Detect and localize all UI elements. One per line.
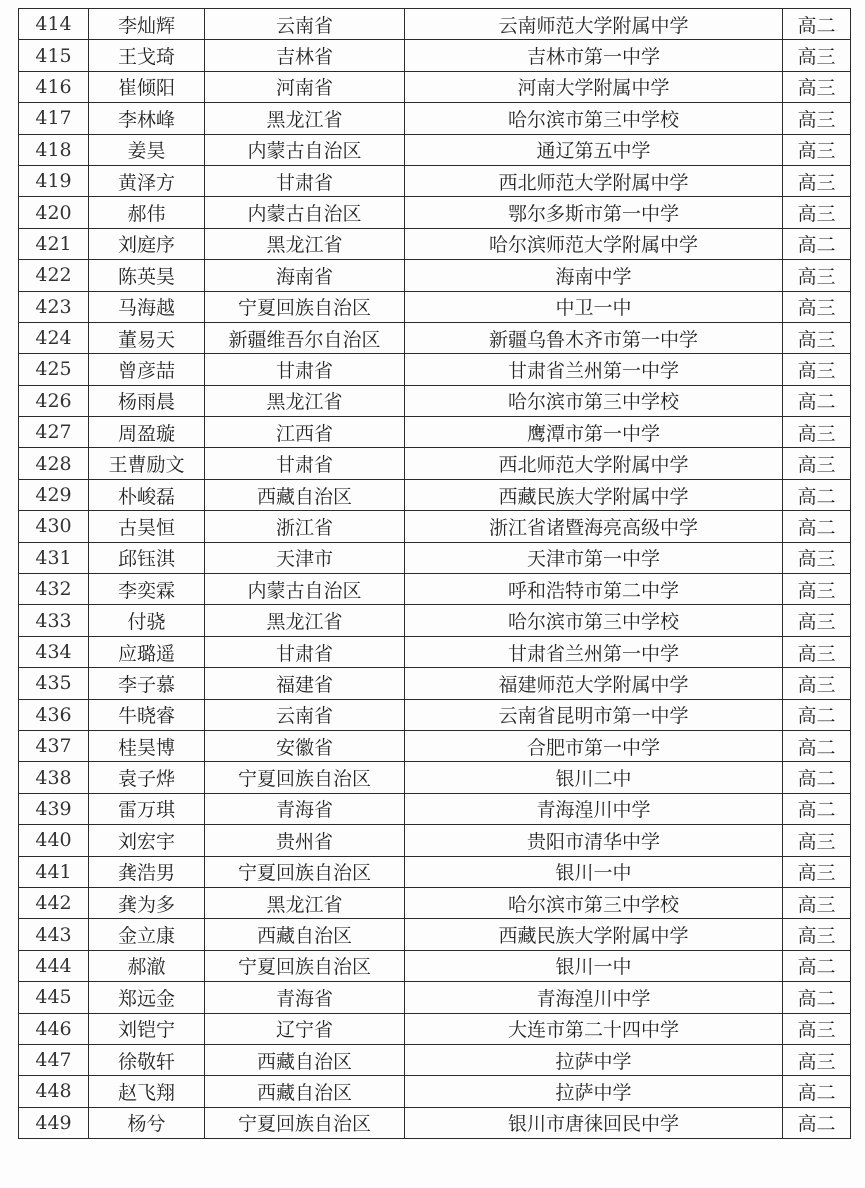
province-cell: 内蒙古自治区 — [205, 197, 405, 228]
grade-cell: 高三 — [783, 354, 851, 385]
name-cell: 应璐遥 — [89, 636, 205, 667]
serial-number-cell: 425 — [19, 354, 89, 385]
table-row — [19, 636, 851, 667]
name-cell: 王戈琦 — [89, 40, 205, 71]
name-cell: 李林峰 — [89, 103, 205, 134]
serial-number-cell: 437 — [19, 730, 89, 761]
name-cell: 刘铠宁 — [89, 1013, 205, 1044]
table-row — [19, 134, 851, 165]
table-row — [19, 793, 851, 824]
table-row — [19, 9, 851, 40]
name-cell: 徐敬轩 — [89, 1044, 205, 1075]
table-row — [19, 605, 851, 636]
province-cell: 内蒙古自治区 — [205, 574, 405, 605]
grade-cell: 高三 — [783, 197, 851, 228]
serial-number-cell: 426 — [19, 385, 89, 416]
table-row — [19, 574, 851, 605]
school-cell: 青海湟川中学 — [405, 793, 783, 824]
table-row — [19, 322, 851, 353]
grade-cell: 高二 — [783, 385, 851, 416]
serial-number-cell: 435 — [19, 668, 89, 699]
name-cell: 雷万琪 — [89, 793, 205, 824]
table-row — [19, 165, 851, 196]
name-cell: 古昊恒 — [89, 511, 205, 542]
province-cell: 黑龙江省 — [205, 103, 405, 134]
table-row — [19, 103, 851, 134]
school-cell: 云南省昆明市第一中学 — [405, 699, 783, 730]
name-cell: 崔倾阳 — [89, 71, 205, 102]
grade-cell: 高三 — [783, 322, 851, 353]
name-cell: 王曹励文 — [89, 448, 205, 479]
table-row — [19, 479, 851, 510]
serial-number-cell: 443 — [19, 919, 89, 950]
serial-number-cell: 415 — [19, 40, 89, 71]
table-row — [19, 260, 851, 291]
name-cell: 牛晓睿 — [89, 699, 205, 730]
school-cell: 鄂尔多斯市第一中学 — [405, 197, 783, 228]
grade-cell: 高三 — [783, 260, 851, 291]
serial-number-cell: 429 — [19, 479, 89, 510]
school-cell: 西北师范大学附属中学 — [405, 448, 783, 479]
school-cell: 拉萨中学 — [405, 1044, 783, 1075]
grade-cell: 高二 — [783, 762, 851, 793]
serial-number-cell: 421 — [19, 228, 89, 259]
grade-cell: 高三 — [783, 887, 851, 918]
name-cell: 李奕霖 — [89, 574, 205, 605]
name-cell: 郝澈 — [89, 950, 205, 981]
serial-number-cell: 431 — [19, 542, 89, 573]
name-cell: 朴峻磊 — [89, 479, 205, 510]
province-cell: 黑龙江省 — [205, 228, 405, 259]
province-cell: 浙江省 — [205, 511, 405, 542]
school-cell: 河南大学附属中学 — [405, 71, 783, 102]
serial-number-cell: 430 — [19, 511, 89, 542]
name-cell: 曾彦喆 — [89, 354, 205, 385]
school-cell: 西藏民族大学附属中学 — [405, 479, 783, 510]
grade-cell: 高二 — [783, 479, 851, 510]
province-cell: 吉林省 — [205, 40, 405, 71]
province-cell: 辽宁省 — [205, 1013, 405, 1044]
school-cell: 浙江省诸暨海亮高级中学 — [405, 511, 783, 542]
grade-cell: 高三 — [783, 417, 851, 448]
school-cell: 鹰潭市第一中学 — [405, 417, 783, 448]
table-row — [19, 668, 851, 699]
table-row — [19, 542, 851, 573]
grade-cell: 高二 — [783, 730, 851, 761]
province-cell: 云南省 — [205, 699, 405, 730]
name-cell: 姜昊 — [89, 134, 205, 165]
serial-number-cell: 436 — [19, 699, 89, 730]
school-cell: 天津市第一中学 — [405, 542, 783, 573]
name-cell: 赵飞翔 — [89, 1076, 205, 1107]
province-cell: 甘肃省 — [205, 448, 405, 479]
serial-number-cell: 424 — [19, 322, 89, 353]
table-row — [19, 699, 851, 730]
school-cell: 哈尔滨市第三中学校 — [405, 887, 783, 918]
table-row — [19, 1076, 851, 1107]
serial-number-cell: 439 — [19, 793, 89, 824]
school-cell: 哈尔滨市第三中学校 — [405, 103, 783, 134]
school-cell: 大连市第二十四中学 — [405, 1013, 783, 1044]
serial-number-cell: 445 — [19, 982, 89, 1013]
name-cell: 陈英昊 — [89, 260, 205, 291]
school-cell: 云南师范大学附属中学 — [405, 9, 783, 40]
name-cell: 杨雨晨 — [89, 385, 205, 416]
school-cell: 呼和浩特市第二中学 — [405, 574, 783, 605]
table-row — [19, 228, 851, 259]
province-cell: 黑龙江省 — [205, 887, 405, 918]
serial-number-cell: 414 — [19, 9, 89, 40]
grade-cell: 高三 — [783, 636, 851, 667]
province-cell: 甘肃省 — [205, 165, 405, 196]
name-cell: 付骁 — [89, 605, 205, 636]
table-row — [19, 982, 851, 1013]
serial-number-cell: 419 — [19, 165, 89, 196]
serial-number-cell: 417 — [19, 103, 89, 134]
table-row — [19, 511, 851, 542]
province-cell: 黑龙江省 — [205, 385, 405, 416]
school-cell: 银川二中 — [405, 762, 783, 793]
table-row — [19, 825, 851, 856]
province-cell: 河南省 — [205, 71, 405, 102]
province-cell: 宁夏回族自治区 — [205, 950, 405, 981]
school-cell: 贵阳市清华中学 — [405, 825, 783, 856]
grade-cell: 高三 — [783, 919, 851, 950]
school-cell: 甘肃省兰州第一中学 — [405, 354, 783, 385]
province-cell: 安徽省 — [205, 730, 405, 761]
grade-cell: 高三 — [783, 134, 851, 165]
province-cell: 新疆维吾尔自治区 — [205, 322, 405, 353]
province-cell: 西藏自治区 — [205, 919, 405, 950]
school-cell: 青海湟川中学 — [405, 982, 783, 1013]
serial-number-cell: 427 — [19, 417, 89, 448]
serial-number-cell: 422 — [19, 260, 89, 291]
name-cell: 刘宏宇 — [89, 825, 205, 856]
province-cell: 海南省 — [205, 260, 405, 291]
name-cell: 郝伟 — [89, 197, 205, 228]
grade-cell: 高二 — [783, 793, 851, 824]
serial-number-cell: 448 — [19, 1076, 89, 1107]
table-row — [19, 762, 851, 793]
roster-body — [19, 9, 851, 1139]
serial-number-cell: 441 — [19, 856, 89, 887]
province-cell: 甘肃省 — [205, 636, 405, 667]
serial-number-cell: 440 — [19, 825, 89, 856]
table-row — [19, 1044, 851, 1075]
province-cell: 宁夏回族自治区 — [205, 1107, 405, 1138]
school-cell: 甘肃省兰州第一中学 — [405, 636, 783, 667]
school-cell: 哈尔滨市第三中学校 — [405, 385, 783, 416]
school-cell: 合肥市第一中学 — [405, 730, 783, 761]
name-cell: 桂昊博 — [89, 730, 205, 761]
school-cell: 西北师范大学附属中学 — [405, 165, 783, 196]
school-cell: 银川一中 — [405, 950, 783, 981]
grade-cell: 高二 — [783, 1076, 851, 1107]
name-cell: 刘庭序 — [89, 228, 205, 259]
school-cell: 中卫一中 — [405, 291, 783, 322]
grade-cell: 高三 — [783, 165, 851, 196]
grade-cell: 高三 — [783, 71, 851, 102]
name-cell: 李子慕 — [89, 668, 205, 699]
grade-cell: 高二 — [783, 1107, 851, 1138]
table-row — [19, 197, 851, 228]
province-cell: 宁夏回族自治区 — [205, 291, 405, 322]
province-cell: 甘肃省 — [205, 354, 405, 385]
name-cell: 李灿辉 — [89, 9, 205, 40]
name-cell: 龚浩男 — [89, 856, 205, 887]
school-cell: 福建师范大学附属中学 — [405, 668, 783, 699]
province-cell: 黑龙江省 — [205, 605, 405, 636]
table-row — [19, 887, 851, 918]
grade-cell: 高三 — [783, 1044, 851, 1075]
grade-cell: 高二 — [783, 699, 851, 730]
province-cell: 福建省 — [205, 668, 405, 699]
grade-cell: 高三 — [783, 856, 851, 887]
name-cell: 邱钰淇 — [89, 542, 205, 573]
table-row — [19, 354, 851, 385]
serial-number-cell: 432 — [19, 574, 89, 605]
province-cell: 云南省 — [205, 9, 405, 40]
school-cell: 海南中学 — [405, 260, 783, 291]
serial-number-cell: 423 — [19, 291, 89, 322]
grade-cell: 高三 — [783, 103, 851, 134]
table-row — [19, 1013, 851, 1044]
province-cell: 西藏自治区 — [205, 1076, 405, 1107]
school-cell: 新疆乌鲁木齐市第一中学 — [405, 322, 783, 353]
school-cell: 哈尔滨师范大学附属中学 — [405, 228, 783, 259]
grade-cell: 高三 — [783, 668, 851, 699]
province-cell: 天津市 — [205, 542, 405, 573]
grade-cell: 高三 — [783, 605, 851, 636]
name-cell: 金立康 — [89, 919, 205, 950]
roster-table — [18, 8, 851, 1139]
grade-cell: 高二 — [783, 228, 851, 259]
province-cell: 江西省 — [205, 417, 405, 448]
serial-number-cell: 434 — [19, 636, 89, 667]
table-row — [19, 919, 851, 950]
table-row — [19, 730, 851, 761]
serial-number-cell: 442 — [19, 887, 89, 918]
name-cell: 袁子烨 — [89, 762, 205, 793]
serial-number-cell: 446 — [19, 1013, 89, 1044]
table-row — [19, 40, 851, 71]
province-cell: 青海省 — [205, 982, 405, 1013]
grade-cell: 高二 — [783, 511, 851, 542]
province-cell: 西藏自治区 — [205, 1044, 405, 1075]
grade-cell: 高二 — [783, 950, 851, 981]
table-row — [19, 291, 851, 322]
province-cell: 西藏自治区 — [205, 479, 405, 510]
grade-cell: 高三 — [783, 825, 851, 856]
table-row — [19, 385, 851, 416]
name-cell: 黄泽方 — [89, 165, 205, 196]
province-cell: 青海省 — [205, 793, 405, 824]
table-row — [19, 1107, 851, 1138]
school-cell: 拉萨中学 — [405, 1076, 783, 1107]
serial-number-cell: 420 — [19, 197, 89, 228]
grade-cell: 高三 — [783, 1013, 851, 1044]
province-cell: 宁夏回族自治区 — [205, 762, 405, 793]
school-cell: 银川一中 — [405, 856, 783, 887]
table-row — [19, 950, 851, 981]
table-row — [19, 856, 851, 887]
serial-number-cell: 447 — [19, 1044, 89, 1075]
serial-number-cell: 418 — [19, 134, 89, 165]
grade-cell: 高二 — [783, 9, 851, 40]
grade-cell: 高三 — [783, 448, 851, 479]
table-row — [19, 448, 851, 479]
school-cell: 哈尔滨市第三中学校 — [405, 605, 783, 636]
name-cell: 董易天 — [89, 322, 205, 353]
serial-number-cell: 449 — [19, 1107, 89, 1138]
grade-cell: 高三 — [783, 291, 851, 322]
name-cell: 龚为多 — [89, 887, 205, 918]
grade-cell: 高三 — [783, 574, 851, 605]
name-cell: 周盈璇 — [89, 417, 205, 448]
school-cell: 吉林市第一中学 — [405, 40, 783, 71]
school-cell: 西藏民族大学附属中学 — [405, 919, 783, 950]
table-row — [19, 417, 851, 448]
grade-cell: 高二 — [783, 982, 851, 1013]
serial-number-cell: 438 — [19, 762, 89, 793]
serial-number-cell: 444 — [19, 950, 89, 981]
serial-number-cell: 433 — [19, 605, 89, 636]
school-cell: 银川市唐徕回民中学 — [405, 1107, 783, 1138]
name-cell: 郑远金 — [89, 982, 205, 1013]
grade-cell: 高三 — [783, 542, 851, 573]
table-row — [19, 71, 851, 102]
serial-number-cell: 428 — [19, 448, 89, 479]
serial-number-cell: 416 — [19, 71, 89, 102]
province-cell: 内蒙古自治区 — [205, 134, 405, 165]
province-cell: 宁夏回族自治区 — [205, 856, 405, 887]
province-cell: 贵州省 — [205, 825, 405, 856]
name-cell: 杨兮 — [89, 1107, 205, 1138]
school-cell: 通辽第五中学 — [405, 134, 783, 165]
name-cell: 马海越 — [89, 291, 205, 322]
grade-cell: 高三 — [783, 40, 851, 71]
